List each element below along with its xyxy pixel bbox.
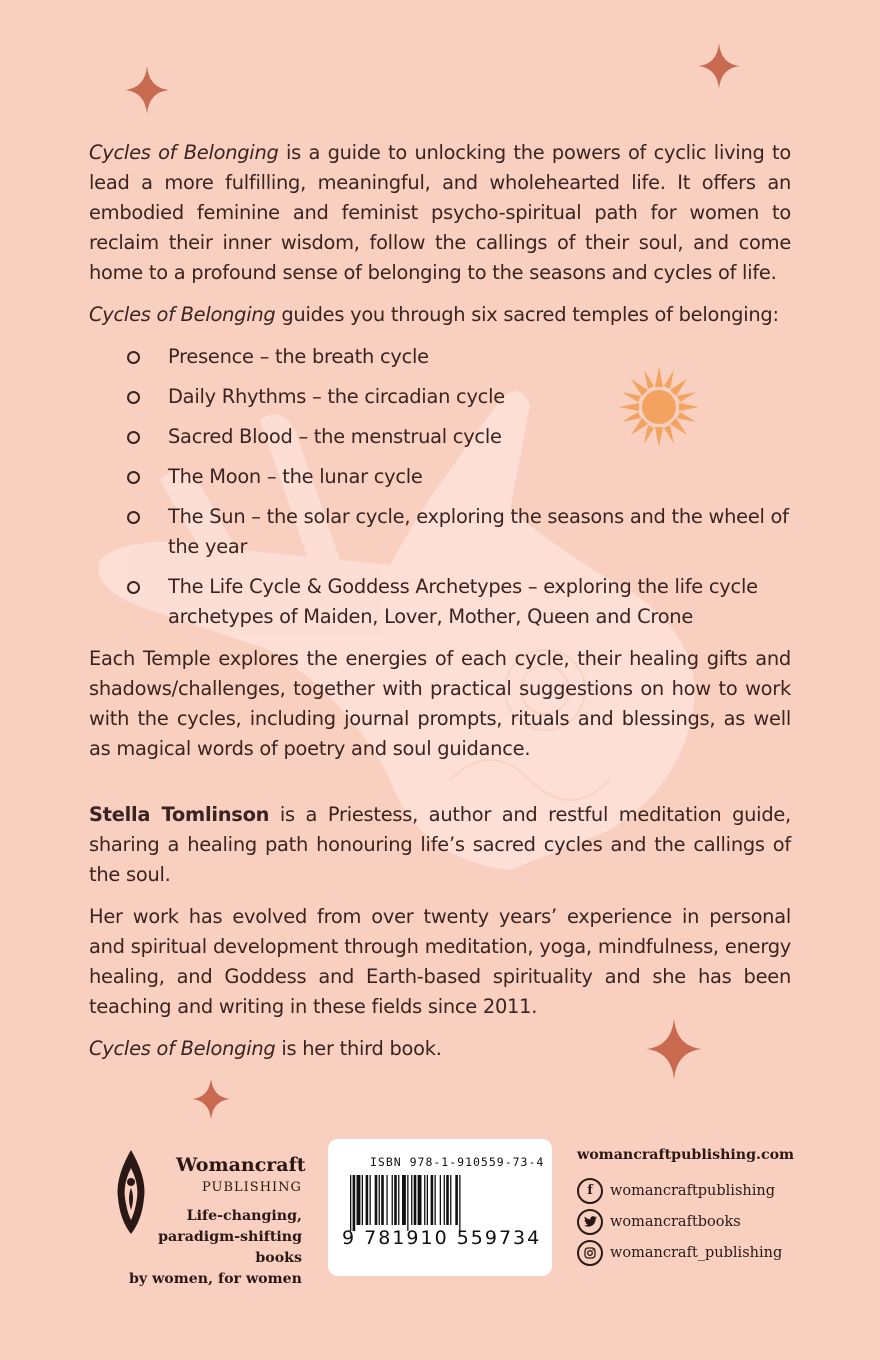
book-title: Cycles of Belonging — [89, 141, 279, 164]
twitter-icon — [577, 1209, 603, 1235]
barcode-bar — [459, 1175, 460, 1231]
contact-block — [577, 1147, 807, 1268]
barcode-bar — [424, 1175, 425, 1225]
barcode-bar — [411, 1175, 412, 1225]
intro-paragraph: Cycles of Belonging is a guide to unlocking the powers of cyclic living to lead a more fulfilling, meaningful, and wholehearted life. It offers an embodied feminine and feminist psycho-spiritual path for women to reclaim their inner wisdom, follow the callings of their soul, and come home to a profound sense of belonging to the seasons and cycles of life. — [89, 141, 791, 284]
facebook-icon: f — [577, 1178, 603, 1204]
barcode-bar — [357, 1175, 361, 1225]
book-title: Cycles of Belonging — [89, 1037, 276, 1060]
list-item: Presence – the breath cycle — [127, 342, 791, 372]
book-title: Cycles of Belonging — [89, 303, 276, 326]
barcode-bar — [394, 1175, 397, 1225]
sparkle-star-icon — [125, 66, 169, 114]
author-bio-1: Stella Tomlinson is a Priestess, author and restful meditation guide, sharing a healing path honouring life’s sacred cycles and the callings of the soul. — [89, 803, 791, 886]
barcode-bar — [407, 1175, 408, 1231]
barcode-bar — [350, 1175, 351, 1231]
barcode-bar — [362, 1175, 363, 1225]
instagram-link[interactable]: womancraft_publishing — [577, 1237, 807, 1268]
barcode-bar — [414, 1175, 417, 1225]
barcode-bar — [392, 1175, 393, 1225]
barcode-bar — [455, 1175, 458, 1225]
barcode-bar — [353, 1175, 356, 1231]
barcode-bar — [398, 1175, 399, 1225]
instagram-icon — [577, 1240, 603, 1266]
barcode-bar — [386, 1175, 387, 1225]
barcode-bar — [402, 1175, 406, 1225]
list-item: The Moon – the lunar cycle — [127, 462, 791, 492]
author-bio-2: Her work has evolved from over twenty years’ experience in personal and spiritual development through meditation, yoga, mindfulness, energy healing, and Goddess and Earth-based spirituality and she has been teaching and writing in these fields since 2011. — [89, 905, 791, 1018]
temples-intro: Cycles of Belonging guides you through six sacred temples of belonging: — [89, 303, 779, 326]
barcode-bar — [366, 1175, 369, 1225]
back-cover-text — [89, 138, 791, 1076]
temples-description: Each Temple explores the energies of each cycle, their healing gifts and shadows/challenges, together with practical suggestions on how to work with the cycles, including journal prompts, rituals and blessings, as well as magical words of poetry and soul guidance. — [89, 647, 791, 760]
barcode-bar — [444, 1175, 445, 1225]
barcode-digits: 9 781910 559734 — [342, 1227, 542, 1249]
publisher-subname: PUBLISHING — [202, 1180, 302, 1195]
barcode-bar — [370, 1175, 371, 1225]
barcode-bar — [375, 1175, 378, 1225]
barcode-bar — [431, 1175, 434, 1225]
isbn-barcode — [328, 1139, 552, 1276]
barcode-bar — [427, 1175, 428, 1225]
barcode-bar — [379, 1175, 380, 1225]
author-bio-3: Cycles of Belonging is her third book. — [89, 1037, 442, 1060]
list-item: The Life Cycle & Goddess Archetypes – exploring the life cycle archetypes of Maiden, Lover, Mother, Queen and Crone — [127, 572, 791, 632]
barcode-bar — [440, 1175, 441, 1225]
isbn-label: ISBN 978-1-910559-73-4 — [370, 1155, 545, 1169]
barcode-bar — [381, 1175, 384, 1225]
barcode-bar — [450, 1175, 451, 1225]
barcode-bars — [350, 1175, 532, 1231]
sparkle-star-icon — [698, 42, 740, 90]
list-item: Sacred Blood – the menstrual cycle — [127, 422, 791, 452]
temples-list — [89, 342, 791, 632]
barcode-bar — [446, 1175, 449, 1225]
publisher-tagline: Life-changing, paradigm-shifting books by women, for women — [128, 1208, 302, 1287]
author-name: Stella Tomlinson — [89, 803, 270, 826]
barcode-bar — [418, 1175, 422, 1225]
twitter-link[interactable]: womancraftbooks — [577, 1206, 807, 1237]
sparkle-star-icon — [192, 1076, 230, 1122]
barcode-bar — [435, 1175, 436, 1225]
list-item: Daily Rhythms – the circadian cycle — [127, 382, 791, 412]
website-link[interactable]: womancraftpublishing.com — [577, 1147, 795, 1163]
publisher-name: Womancraft — [176, 1154, 306, 1176]
list-item: The Sun – the solar cycle, exploring the seasons and the wheel of the year — [127, 502, 791, 562]
facebook-link[interactable]: f womancraftpublishing — [577, 1175, 807, 1206]
